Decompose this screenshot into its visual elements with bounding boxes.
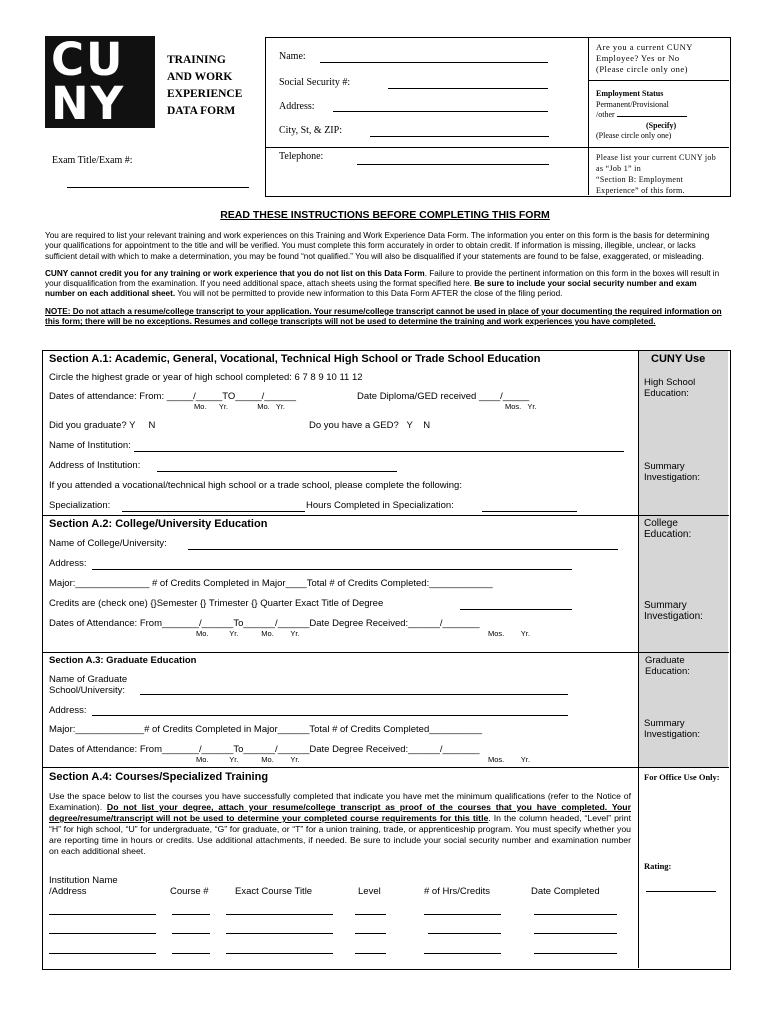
instructions-para-1: You are required to list your relevant training and work experiences on this Training and Work Experience Data Form. The information you enter on this form is the basis for determining your qualifications for appointment to the title and will be verified. You must complete this form accurately in order to obtain credit. If information is missing, illegible, unclear, or lacks sufficient detail with which to make a determination, you may be found “not qualified.” You will also be disqualified if your statements are found to be false, exaggerated, or misleading. — [45, 231, 710, 261]
specialization-field[interactable] — [122, 511, 305, 512]
divider — [588, 147, 729, 148]
side-graduate: Graduate Education: — [645, 655, 690, 677]
institution-address-field[interactable] — [157, 471, 397, 472]
form-title-line: AND WORK — [167, 71, 233, 83]
address-label: Address: — [279, 101, 315, 112]
list-job-text: “Section B: Employment Experience” of this form. — [596, 175, 685, 195]
side-summary-a1: Summary Investigation: — [644, 461, 700, 483]
mos-yr-labels: Mos. Yr. — [488, 629, 530, 638]
logo-line-1: CU — [51, 33, 125, 86]
para2-bold: CUNY cannot credit you for any training or work experience that you do not list on this Data Form — [45, 268, 425, 278]
section-a2-title: Section A.2: College/University Education — [49, 518, 268, 530]
college-major-line[interactable]: Major:______________ # of Credits Completed in Major____Total # of Credits Completed:____________ — [49, 578, 493, 589]
cuny-use-column — [639, 351, 728, 767]
mos-yr-labels: Mos. Yr. — [505, 402, 537, 411]
grad-dates-line[interactable]: Dates of Attendance: From_______/______To______/______Date Degree Received:______/_______ — [49, 744, 480, 755]
side-college: College Education: — [644, 518, 692, 540]
credits-type-line[interactable]: Credits are (check one) {}Semester {} Trimester {} Quarter Exact Title of Degree — [49, 598, 384, 609]
side-high-school: High School Education: — [644, 377, 696, 399]
degree-title-field[interactable] — [460, 609, 572, 610]
college-name-label: Name of College/University: — [49, 538, 167, 549]
side-summary-a2: Summary Investigation: — [644, 600, 703, 622]
other-field[interactable] — [617, 116, 687, 117]
para2-bold-2: Be sure to include your social security number and exam number on each additional sheet. — [45, 279, 697, 299]
section-a4-title: Section A.4: Courses/Specialized Training — [49, 771, 269, 783]
col-title: Exact Course Title — [235, 886, 313, 897]
section-a4-instructions — [49, 791, 631, 857]
divider — [588, 80, 729, 81]
specialization-label: Specialization: — [49, 500, 111, 511]
form-title-line: TRAINING — [167, 54, 226, 66]
side-office-use: For Office Use Only: — [644, 772, 720, 782]
college-address-field[interactable] — [92, 569, 572, 570]
college-name-field[interactable] — [188, 549, 618, 550]
college-address-label: Address: — [49, 558, 87, 569]
col-date: Date Completed — [531, 886, 600, 897]
instructions-body — [45, 231, 725, 327]
section-a1-title: Section A.1: Academic, General, Vocational, Technical High School or Trade School Education — [49, 353, 541, 365]
section-a3-title: Section A.3: Graduate Education — [49, 655, 197, 666]
grad-name-label — [49, 674, 127, 696]
para2-text-2: You will not be permitted to provide new information to this Data Form AFTER the close of the filing period. — [175, 289, 563, 299]
cuny-employee-text: Are you a current CUNY Employee? Yes or No — [596, 42, 693, 63]
col-institution — [49, 875, 118, 897]
note: NOTE: Do not attach a resume/college transcript to your application. Your resume/college transcript cannot be used in place of your documenting the required information on this form; there will be no exceptions. Resumes and college transcripts will not be used to determine the training and work experiences you have completed. — [45, 306, 722, 327]
graduated-question[interactable]: Did you graduate? Y N — [49, 420, 156, 431]
hours-completed-field[interactable] — [482, 511, 577, 512]
mos-yr-labels: Mos. Yr. — [488, 755, 530, 764]
circle-grade-text[interactable]: Circle the highest grade or year of high school completed: 6 7 8 9 10 11 12 — [49, 372, 363, 383]
col-course: Course # — [170, 886, 209, 897]
telephone-field[interactable] — [357, 164, 549, 165]
dates-attendance-a1[interactable]: Dates of attendance: From: _____/_____TO_____/______ — [49, 391, 297, 402]
col-level: Level — [358, 886, 381, 897]
instructions-para-2 — [45, 269, 725, 300]
divider — [42, 652, 729, 653]
exam-title-label: Exam Title/Exam #: — [52, 155, 133, 166]
col-institution-2: /Address — [49, 886, 87, 897]
grad-address-label: Address: — [49, 705, 87, 716]
a4-text-2: . In the column headed, “Level” print “H” for high school, “U” for undergraduate, “G” for graduate, or “T” for a union training, trade, or apprenticeship program. You must specify whether you are reporting time in hours or credits. Use additional attachments, if needed. Be sure to include your social security number and examination number on each additional sheet. — [49, 813, 631, 856]
cuny-employee-question — [596, 42, 724, 75]
list-job-instruction — [596, 152, 724, 196]
name-field[interactable] — [320, 62, 548, 63]
ssn-label: Social Security #: — [279, 77, 351, 88]
form-title-line: EXPERIENCE — [167, 88, 243, 100]
mo-yr-labels: Mo. Yr. Mo. Yr. — [196, 755, 300, 764]
ged-question[interactable]: Do you have a GED? Y N — [309, 420, 431, 431]
exam-title-field[interactable] — [67, 187, 249, 188]
divider — [638, 350, 639, 968]
employment-status — [596, 89, 724, 142]
form-title — [167, 52, 242, 120]
divider — [42, 767, 729, 768]
telephone-label: Telephone: — [279, 151, 324, 162]
list-job-text: Please list your current CUNY job as “Job 1” in — [596, 153, 717, 173]
employment-status-title: Employment Status — [596, 89, 664, 98]
vocational-note: If you attended a vocational/technical high school or a trade school, please complete the following: — [49, 480, 462, 491]
col-hrs: # of Hrs/Credits — [424, 886, 490, 897]
mo-yr-labels: Mo. Yr. Mo. Yr. — [194, 402, 285, 411]
divider — [42, 515, 729, 516]
city-field[interactable] — [370, 136, 549, 137]
circle-instruction: (Please circle only one) — [596, 64, 689, 74]
cuny-use-heading: CUNY Use — [651, 353, 706, 365]
divider — [265, 147, 588, 148]
ssn-field[interactable] — [388, 88, 548, 89]
grad-name-line-2: School/University: — [49, 685, 126, 696]
a4-text-1: Use the space below to list the courses you have successfully completed that indicate you have met the minimum qualifications (refer to the Notice of Examination). — [49, 791, 631, 812]
address-field[interactable] — [333, 111, 548, 112]
name-label: Name: — [279, 51, 306, 62]
form-title-line: DATA FORM — [167, 105, 236, 117]
mo-yr-labels: Mo. Yr. Mo. Yr. — [196, 629, 300, 638]
employment-status-options: Permanent/Provisional — [596, 99, 669, 109]
specify-label: (Specify) — [646, 120, 677, 130]
grad-address-field[interactable] — [92, 715, 568, 716]
rating-field[interactable] — [646, 891, 716, 892]
diploma-date[interactable]: Date Diploma/GED received ____/_____ — [357, 391, 530, 402]
institution-name-field[interactable] — [134, 451, 624, 452]
a4-text-bold: Do not list your degree, attach your resume/college transcript as proof of the courses that you have completed. Your degree/resume/transcript will not be used to determine your completed course requirements for this title — [49, 802, 631, 823]
grad-major-line[interactable]: Major:_____________# of Credits Completed in Major______Total # of Credits Completed__________ — [49, 724, 483, 735]
divider — [588, 37, 589, 195]
side-summary-a3: Summary Investigation: — [644, 718, 700, 740]
institution-name-label: Name of Institution: — [49, 440, 131, 451]
cuny-logo — [45, 33, 155, 130]
grad-school-field[interactable] — [140, 694, 568, 695]
other-label: /other — [596, 110, 615, 119]
para2-text: . Failure to provide the pertinent information on this form in the boxes will result in your disqualification from the examination. If you need additional space, attach sheets using the format specified here. — [45, 268, 720, 289]
hours-completed-label: Hours Completed in Specialization: — [306, 500, 454, 511]
institution-address-label: Address of Institution: — [49, 460, 141, 471]
college-dates-line[interactable]: Dates of Attendance: From_______/______To______/______Date Degree Received:______/_______ — [49, 618, 480, 629]
instructions-heading: READ THESE INSTRUCTIONS BEFORE COMPLETING THIS FORM — [220, 209, 550, 221]
col-institution-1: Institution Name — [49, 875, 118, 886]
side-rating: Rating: — [644, 861, 672, 871]
logo-line-2: NY — [51, 77, 126, 130]
grad-name-line-1: Name of Graduate — [49, 674, 128, 685]
city-label: City, St, & ZIP: — [279, 125, 342, 136]
circle-instruction: (Please circle only one) — [596, 131, 672, 140]
